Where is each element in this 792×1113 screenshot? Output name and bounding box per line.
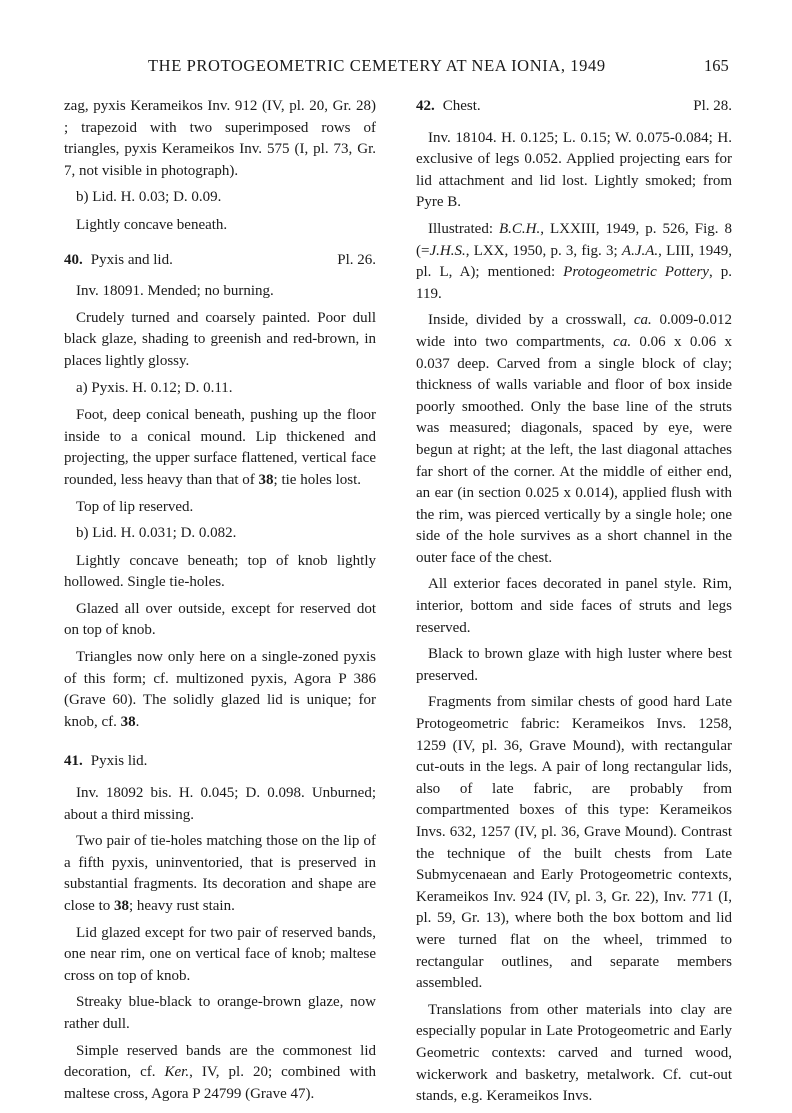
running-title: THE PROTOGEOMETRIC CEMETERY AT NEA IONIA, 1949 [148, 56, 606, 75]
left-column [64, 96, 376, 1110]
entry-42-paragraph: Fragments from similar chests of good hard Late Protogeometric fabric: Kerameikos Invs. 1258, 1259 (IV, pl. 36, Grave Mound), with rectangular cut-outs in the legs. A pair of long rectangular lids, also of late fabric, are probably from compartmented boxes of this type: Kerameikos Invs. 632, 1257 (IV, pl. 36, Grave Mound). Contrast the technique of the built chests from Late Submycenaean and Early Protogeometric contexts, Kerameikos Inv. 924 (IV, pl. 3, Gr. 22), Inv. 771 (I, pl. 59, Gr. 13), where both the box bottom and lid were turned flat on the wheel, trimmed to rectangular outlines, and separate members assembled. [416, 694, 732, 992]
entry-40-heading [64, 250, 376, 272]
entry-40-paragraph: Glazed all over outside, except for reserved dot on top of knob. [64, 600, 376, 639]
page-number: 165 [704, 56, 729, 75]
entry-42-bibliography: Illustrated: B.C.H., LXXIII, 1949, p. 526, Fig. 8 (=J.H.S., LXX, 1950, p. 3, fig. 3; A.J.A., LIII, 1949, pl. L, A); mentioned: Protogeometric Pottery, p. 119. [416, 220, 733, 302]
entry-40-paragraph: Triangles now only here on a single-zoned pyxis of this form; cf. multizoned pyxis, Agora P 386 (Grave 60). The solidly glazed lid is unique; for knob, cf. 38. [64, 649, 376, 730]
abbreviation: Ker. [164, 1064, 190, 1081]
lid-description: Lightly concave beneath. [76, 216, 228, 233]
entry-40-paragraph: Crudely turned and coarsely painted. Poor dull black glaze, shading to greenish and red-brown, in places lightly glossy. [64, 309, 376, 369]
entry-40-inventory: Inv. 18091. Mended; no burning. [76, 283, 274, 300]
entry-40-paragraph: Top of lip reserved. [76, 498, 194, 515]
continued-paragraph: zag, pyxis Kerameikos Inv. 912 (IV, pl. 20, Gr. 28) ; trapezoid with two superimposed rows of triangles, pyxis Kerameikos Inv. 575 (I, pl. 73, Gr. 7, not visible in photograph). [64, 98, 376, 179]
entry-42-paragraph: Black to brown glaze with high luster where best preserved. [416, 646, 732, 684]
entry-42-paragraph: All exterior faces decorated in panel style. Rim, interior, bottom and side faces of struts and legs reserved. [416, 576, 732, 636]
right-column [416, 96, 732, 1113]
entry-40-lid-measurement: b) Lid. H. 0.031; D. 0.082. [76, 525, 237, 542]
entry-41-number: 41. [64, 753, 83, 770]
lid-measurement: b) Lid. H. 0.03; D. 0.09. [76, 189, 222, 206]
entry-41-paragraph: Two pair of tie-holes matching those on the lip of a fifth pyxis, uninventoried, that is preserved in substantial fragments. Its decoration and shape are close to 38; heavy rust stain. [64, 833, 376, 914]
entry-42-number: 42. [416, 98, 435, 114]
entry-40-title: Pyxis and lid. [90, 251, 173, 268]
cross-reference: 38 [258, 471, 274, 488]
entry-41-inventory: Inv. 18092 bis. H. 0.045; D. 0.098. Unburned; about a third missing. [64, 785, 376, 823]
entry-42-paragraph: Inside, divided by a crosswall, ca. 0.009-0.012 wide into two compartments, ca. 0.06 x 0.06 x 0.037 deep. Carved from a single block of clay; thickness of walls variable and floor of box inside poorly smoothed. Only the base line of the struts was measured; diagonals, spaced by eye, were begun at right; at the left, the last diagonal attaches far short of the corner. At the middle of either end, an ear (in section 0.025 x 0.014), applied flush with the rim, was pierced vertically by a single hole; one side of the hole survives as a short channel in the outer face of the chest. [416, 312, 733, 566]
entry-40-pyxis-measurement: a) Pyxis. H. 0.12; D. 0.11. [76, 379, 233, 396]
entry-41-title: Pyxis lid. [90, 753, 148, 770]
entry-42-inventory: Inv. 18104. H. 0.125; L. 0.15; W. 0.075-0.084; H. exclusive of legs 0.052. Applied projecting ears for lid attachment and lid lost. Lightly smoked; from Pyre B. [416, 129, 732, 211]
entry-41-paragraph: Streaky blue-black to orange-brown glaze, now rather dull. [64, 994, 376, 1032]
entry-40-paragraph: Lightly concave beneath; top of knob lightly hollowed. Single tie-holes. [64, 552, 376, 591]
entry-40-paragraph: Foot, deep conical beneath, pushing up the floor inside to a conical mound. Lip thickened and projecting, the upper surface flattened, vertical face rounded, less heavy than that of 38; tie holes lost. [64, 407, 376, 488]
entry-40-plate: Pl. 26. [337, 251, 376, 268]
entry-42-title: Chest. [442, 98, 481, 114]
entry-42-paragraph: Translations from other materials into clay are especially popular in Late Protogeometric and Early Geometric contexts: carved and turned wood, wickerwork and basketry, metalwork. Cf. cut-out stands, e.g. Kerameikos Invs. [416, 1001, 732, 1105]
entry-41-paragraph: Lid glazed except for two pair of reserved bands, one near rim, one on vertical face of knob; maltese cross on top of knob. [64, 924, 376, 984]
entry-42-heading [416, 96, 732, 118]
entry-41-paragraph: Simple reserved bands are the commonest lid decoration, cf. Ker., IV, pl. 20; combined with maltese cross, Agora P 24799 (Grave 47). [64, 1042, 376, 1102]
cross-reference: 38 [120, 713, 136, 730]
entry-41-heading [64, 751, 376, 773]
cross-reference: 38 [114, 898, 129, 914]
entry-40-number: 40. [64, 251, 83, 268]
entry-42-plate: Pl. 28. [693, 98, 732, 114]
